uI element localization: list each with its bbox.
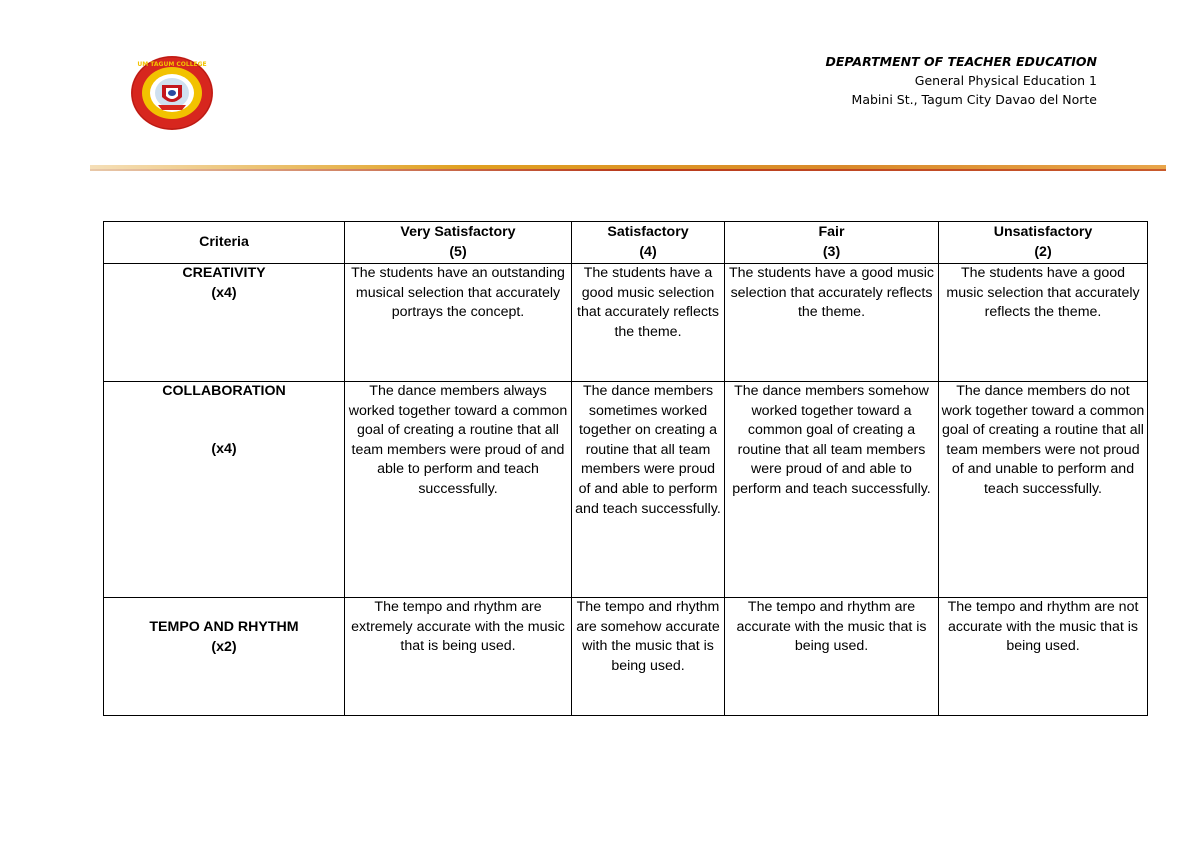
level-header-unsatisfactory <box>939 222 1148 264</box>
level-name: Satisfactory <box>607 224 689 241</box>
address: Mabini St., Tagum City Davao del Norte <box>851 92 1097 107</box>
criterion-cell <box>104 598 345 716</box>
rubric-header-row <box>104 222 1148 264</box>
criterion-name: CREATIVITY <box>182 265 266 281</box>
logo-text: UM TAGUM COLLEGE <box>137 61 207 68</box>
level-score: (4) <box>639 244 657 260</box>
rubric-cell: The dance members do not work together toward a common goal of creating a routine that all team members were not proud of and unable to perform and teach successfully. <box>939 382 1148 598</box>
rubric-cell: The tempo and rhythm are accurate with the music that is being used. <box>725 598 939 716</box>
rubric-cell: The dance members sometimes worked together on creating a routine that all team members were proud of and able to perform and teach successfully. <box>572 382 725 598</box>
rubric-cell: The tempo and rhythm are somehow accurate with the music that is being used. <box>572 598 725 716</box>
rubric-cell: The students have an outstanding musical selection that accurately portrays the concept. <box>345 264 572 382</box>
rubric-cell: The students have a good music selection that accurately reflects the theme. <box>572 264 725 382</box>
level-name: Unsatisfactory <box>993 224 1093 241</box>
criterion-cell <box>104 382 345 598</box>
header-divider <box>90 165 1166 172</box>
rubric-cell: The dance members always worked together toward a common goal of creating a routine that all team members were proud of and able to perform and teach successfully. <box>345 382 572 598</box>
criterion-multiplier: (x4) <box>211 284 237 301</box>
criterion-multiplier: (x4) <box>211 440 237 457</box>
level-score: (3) <box>822 244 841 260</box>
rubric-row-collaboration <box>104 382 1148 598</box>
department-name: DEPARTMENT OF TEACHER EDUCATION <box>825 54 1097 69</box>
letterhead <box>825 52 1097 109</box>
criterion-multiplier: (x2) <box>211 638 237 655</box>
level-header-very-satisfactory <box>345 222 572 264</box>
rubric-table <box>103 221 1148 716</box>
course-name: General Physical Education 1 <box>914 73 1097 88</box>
rubric-row-creativity <box>104 264 1148 382</box>
criterion-name: TEMPO AND RHYTHM <box>149 619 299 635</box>
rubric-cell: The students have a good music selection that accurately reflects the theme. <box>939 264 1148 382</box>
rubric-cell: The students have a good music selection that accurately reflects the theme. <box>725 264 939 382</box>
level-name: Fair <box>818 224 845 241</box>
college-logo <box>130 55 214 131</box>
level-header-fair <box>725 222 939 264</box>
criteria-header: Criteria <box>104 222 345 264</box>
level-score: (2) <box>1034 244 1052 260</box>
level-header-satisfactory <box>572 222 725 264</box>
level-name: Very Satisfactory <box>400 224 516 241</box>
rubric-cell: The dance members somehow worked together toward a common goal of creating a routine that all team members were proud of and able to perform and teach successfully. <box>725 382 939 598</box>
criterion-name: COLLABORATION <box>162 383 286 399</box>
rubric-cell: The tempo and rhythm are extremely accurate with the music that is being used. <box>345 598 572 716</box>
rubric-cell: The tempo and rhythm are not accurate with the music that is being used. <box>939 598 1148 716</box>
rubric-row-tempo-rhythm <box>104 598 1148 716</box>
criterion-cell <box>104 264 345 382</box>
level-score: (5) <box>449 244 467 260</box>
